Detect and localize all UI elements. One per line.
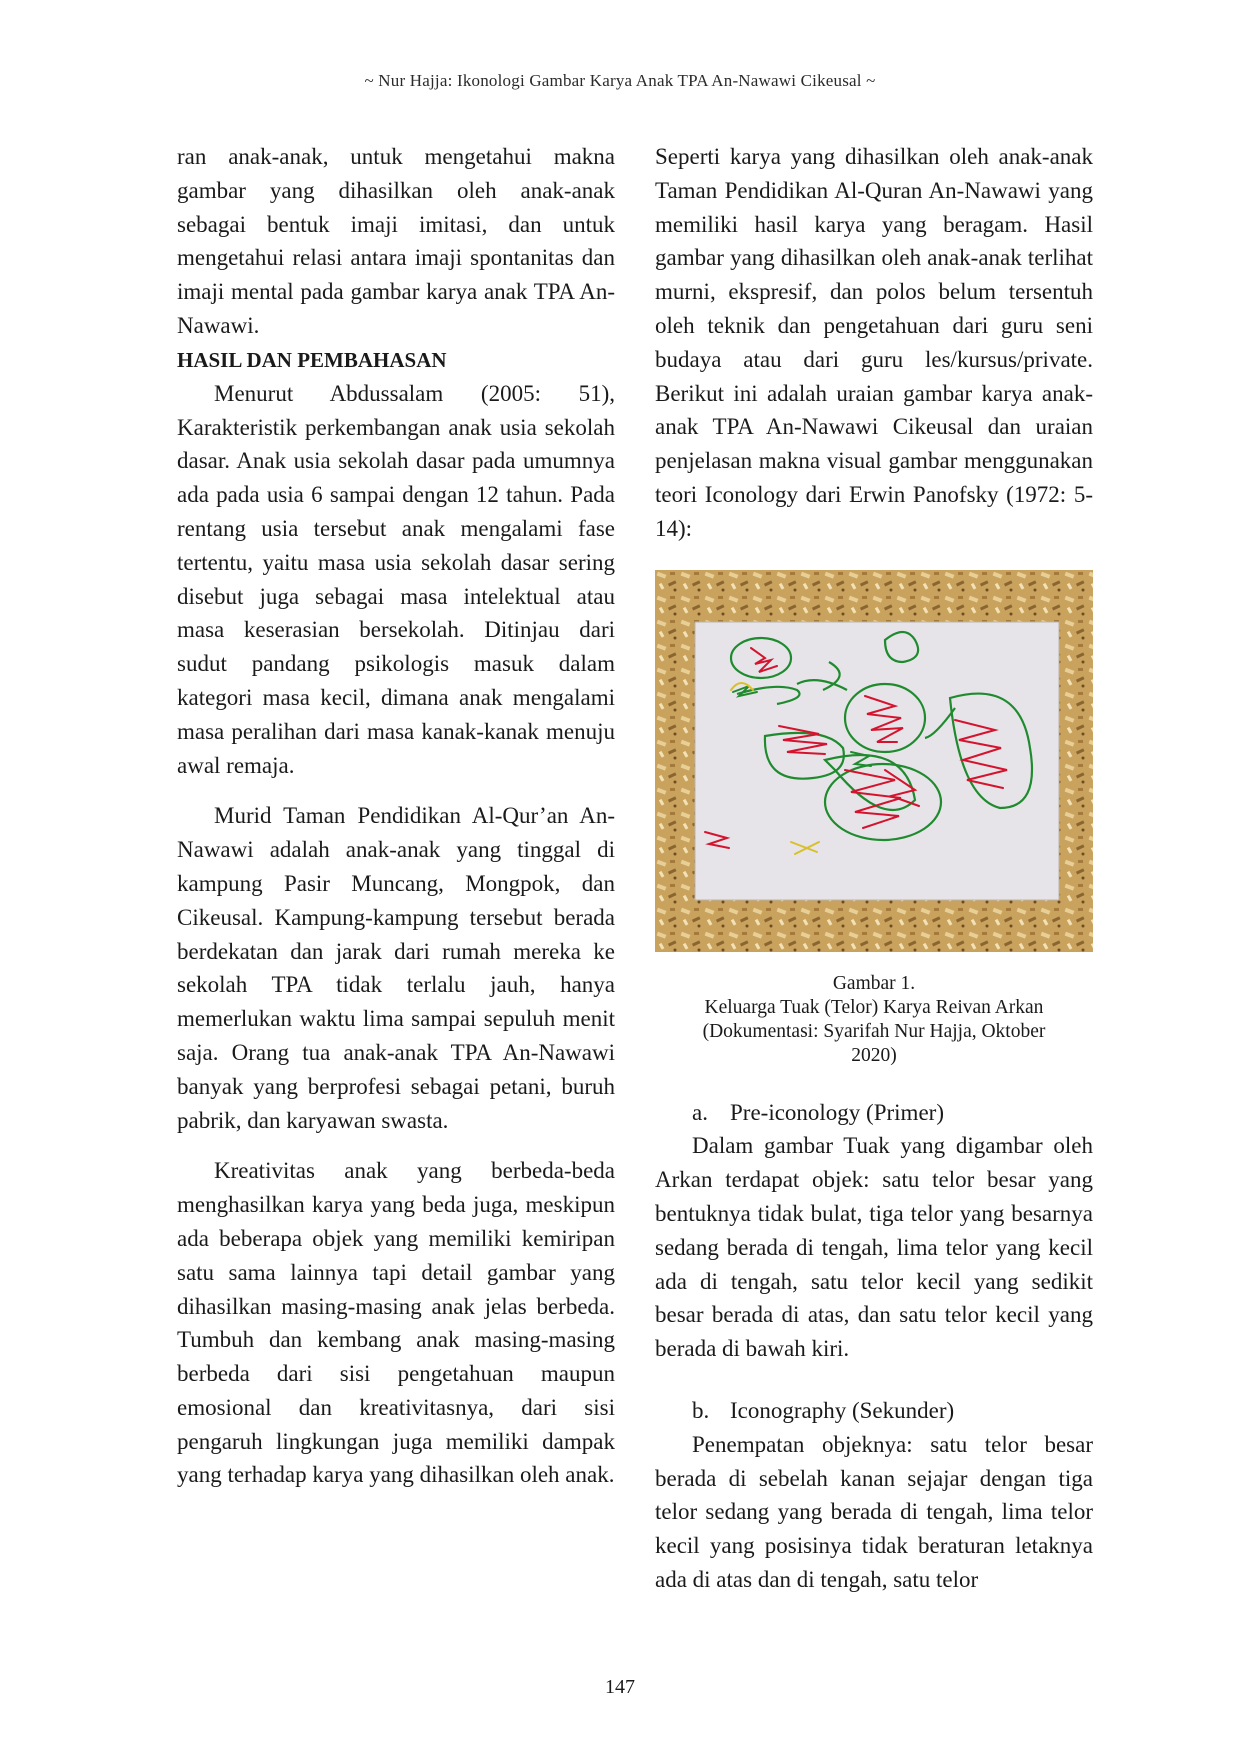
list-item-a [655, 1096, 1093, 1130]
child-drawing-photo [655, 570, 1093, 952]
running-header: ~ Nur Hajja: Ikonologi Gambar Karya Anak TPA An-Nawawi Cikeusal ~ [364, 71, 876, 90]
paragraph-murid: Murid Taman Pendidikan Al-Qur’an An-Nawawi adalah anak-anak yang tinggal di kampung Pasir Muncang, Mongpok, dan Cikeusal. Kampung-kampung tersebut berada berdekatan dan jarak dari rumah mereka ke sekolah TPA tidak terlalu jauh, hanya memerlukan waktu lima sampai sepuluh menit saja. Orang tua anak-anak TPA An-Nawawi banyak yang berprofesi sebagai petani, buruh pabrik, dan karyawan swasta. [177, 803, 615, 1133]
paragraph-abdussalam: Menurut Abdussalam (2005: 51), Karakteristik perkembangan anak usia sekolah dasar. Anak usia sekolah dasar pada umumnya ada pada usia 6 sampai dengan 12 tahun. Pada rentang usia tersebut anak mengalami fase tertentu, yaitu masa usia sekolah dasar sering disebut juga sebagai masa intelektual atau masa keserasian bersekolah. Ditinjau dari sudut pandang psikologis masuk dalam kategori masa kecil, dimana anak mengalami masa peralihan dari masa kanak-kanak menuju awal remaja. [177, 380, 615, 778]
caption-year: 2020) [851, 1044, 897, 1066]
caption-source: (Dokumentasi: Syarifah Nur Hajja, Oktober [702, 1020, 1046, 1042]
paragraph-iconography: Penempatan objeknya: satu telor besar berada di sebelah kanan sejajar dengan tiga telor sedang yang berada di tengah, lima telor kecil yang posisinya tidak beraturan letaknya ada di atas dan di tengah, satu telor [655, 1431, 1093, 1592]
section-heading: HASIL DAN PEMBAHASAN [177, 347, 447, 372]
list-item-b [655, 1394, 1093, 1428]
intro-paragraph: ran anak-anak, untuk mengetahui makna gambar yang dihasilkan oleh anak-anak sebagai bentuk imaji imitasi, dan untuk mengetahui relasi antara imaji spontanitas dan imaji mental pada gambar karya anak TPA An-Nawawi. [177, 144, 615, 338]
intro-paragraph-right: Seperti karya yang dihasilkan oleh anak-anak Taman Pendidikan Al-Quran An-Nawawi yang memiliki hasil karya yang beragam. Hasil gambar yang dihasilkan oleh anak-anak terlihat murni, ekspresif, dan polos belum tersentuh oleh teknik dan pengetahuan dari guru seni budaya atau dari guru les/kursus/private. Berikut ini adalah uraian gambar karya anak-anak TPA An-Nawawi Cikeusal dan uraian penjelasan makna visual gambar menggunakan teori Iconology dari Erwin Panofsky (1972: 5-14): [655, 144, 1093, 541]
list-title-a: Pre-iconology (Primer) [730, 1099, 944, 1125]
list-marker-b: b. [692, 1397, 710, 1423]
caption-label: Gambar 1. [832, 972, 916, 994]
figure-1 [655, 570, 1093, 1068]
page-number: 147 [605, 1676, 635, 1698]
list-marker-a: a. [692, 1099, 708, 1125]
paragraph-pre-iconology: Dalam gambar Tuak yang digambar oleh Arkan terdapat objek: satu telor besar yang bentuknya tidak bulat, tiga telor yang besarnya sedang berada di tengah, lima telor yang kecil ada di tengah, satu telor kecil yang sedikit besar berada di atas, dan satu telor kecil yang berada di bawah kiri. [655, 1133, 1093, 1362]
right-column [655, 140, 1093, 1597]
list-title-b: Iconography (Sekunder) [730, 1397, 955, 1423]
left-column [177, 140, 615, 1492]
figure-caption [655, 972, 1093, 1068]
paragraph-kreativitas: Kreativitas anak yang berbeda-beda menghasilkan karya yang beda juga, meskipun ada beberapa objek yang memiliki kemiripan satu sama lainnya tapi detail gambar yang dihasilkan masing-masing anak jelas berbeda. Tumbuh dan kembang anak masing-masing berbeda dari sisi pengetahuan maupun emosional dan kreativitasnya, dari sisi pengaruh lingkungan juga memiliki dampak yang terhadap karya yang dihasilkan oleh anak. [177, 1158, 615, 1488]
caption-title: Keluarga Tuak (Telor) Karya Reivan Arkan [704, 996, 1044, 1018]
